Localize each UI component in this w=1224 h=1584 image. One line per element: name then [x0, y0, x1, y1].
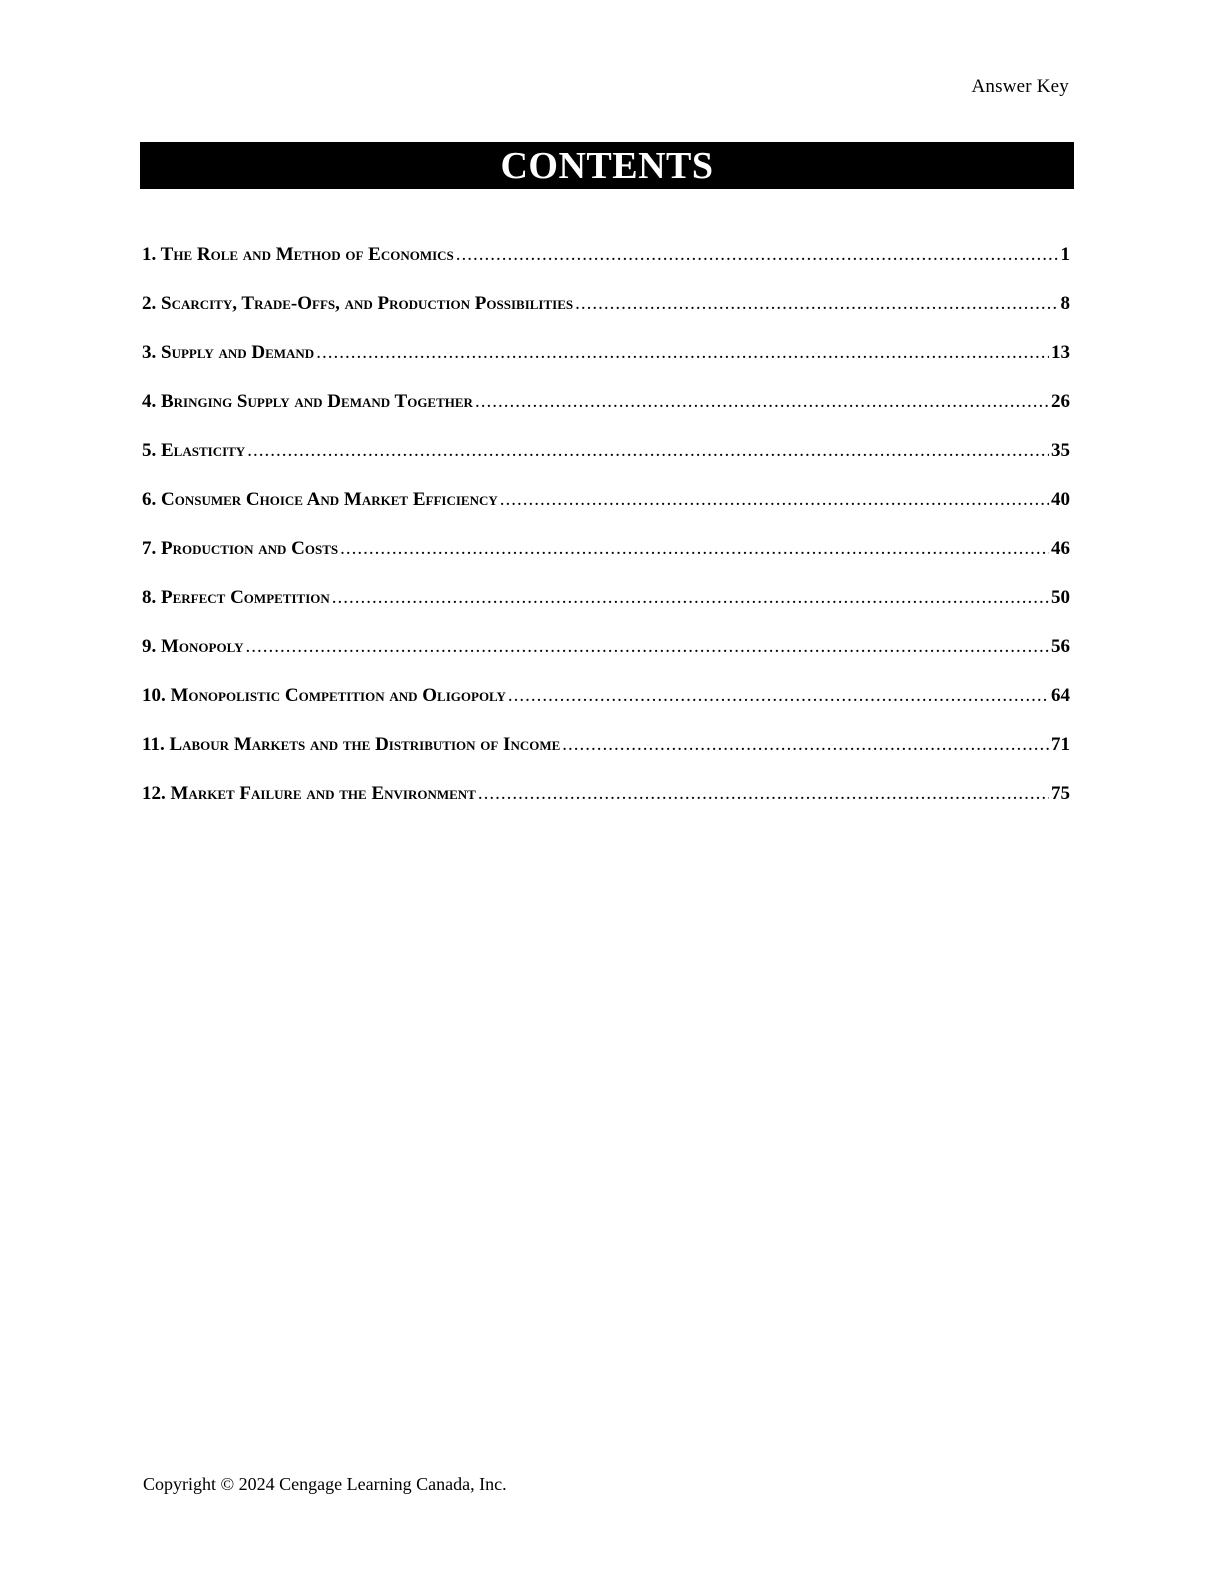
- running-header: Answer Key: [971, 76, 1069, 97]
- toc-entry-title: 3. Supply and Demand: [142, 342, 315, 363]
- toc-entry-title: 6. Consumer Choice And Market Efficiency: [142, 489, 498, 510]
- toc-entry-title: 11. Labour Markets and the Distribution of Income: [142, 734, 561, 755]
- page-title: CONTENTS: [500, 144, 714, 187]
- toc-entry-title: 9. Monopoly: [142, 636, 244, 657]
- toc-dot-leader: [500, 489, 1049, 511]
- toc-entry-page: 13: [1051, 342, 1070, 363]
- toc-dot-leader: [478, 783, 1049, 805]
- toc-entry-title: 2. Scarcity, Trade-Offs, and Production Possibilities: [142, 293, 574, 314]
- toc-entry[interactable]: [142, 587, 1070, 636]
- toc-entry[interactable]: [142, 685, 1070, 734]
- toc-entry-page: 1: [1060, 244, 1070, 265]
- toc-entry-page: 46: [1051, 538, 1070, 559]
- toc-entry-page: 40: [1051, 489, 1070, 510]
- toc-entry-page: 71: [1051, 734, 1070, 755]
- toc-dot-leader: [332, 587, 1049, 609]
- toc-entry[interactable]: [142, 342, 1070, 391]
- toc-dot-leader: [316, 342, 1049, 364]
- toc-entry-title: 4. Bringing Supply and Demand Together: [142, 391, 473, 412]
- toc-dot-leader: [245, 636, 1049, 658]
- toc-entry[interactable]: [142, 538, 1070, 587]
- toc-dot-leader: [562, 734, 1049, 756]
- toc-dot-leader: [508, 685, 1049, 707]
- toc-entry[interactable]: [142, 489, 1070, 538]
- toc-dot-leader: [575, 293, 1058, 315]
- toc-entry-title: 8. Perfect Competition: [142, 587, 330, 608]
- toc-entry-page: 64: [1051, 685, 1070, 706]
- toc-entry-page: 50: [1051, 587, 1070, 608]
- toc-entry[interactable]: [142, 440, 1070, 489]
- toc-entry-title: 7. Production and Costs: [142, 538, 339, 559]
- toc-entry-page: 26: [1051, 391, 1070, 412]
- toc-entry[interactable]: [142, 293, 1070, 342]
- toc-entry[interactable]: [142, 734, 1070, 783]
- toc-entry-page: 56: [1051, 636, 1070, 657]
- toc-entry-title: 10. Monopolistic Competition and Oligopoly: [142, 685, 506, 706]
- toc-entry-title: 1. The Role and Method of Economics: [142, 244, 454, 265]
- table-of-contents: [142, 244, 1070, 832]
- copyright-footer: Copyright © 2024 Cengage Learning Canada, Inc.: [143, 1474, 507, 1494]
- toc-entry-title: 5. Elasticity: [142, 440, 246, 461]
- toc-entry[interactable]: [142, 391, 1070, 440]
- toc-entry[interactable]: [142, 783, 1070, 832]
- toc-entry-title: 12. Market Failure and the Environment: [142, 783, 476, 804]
- toc-dot-leader: [475, 391, 1049, 413]
- toc-dot-leader: [247, 440, 1049, 462]
- toc-dot-leader: [456, 244, 1059, 266]
- toc-entry[interactable]: [142, 244, 1070, 293]
- contents-title-bar: [140, 142, 1074, 189]
- toc-dot-leader: [340, 538, 1049, 560]
- toc-entry-page: 35: [1051, 440, 1070, 461]
- toc-entry-page: 8: [1060, 293, 1070, 314]
- toc-entry[interactable]: [142, 636, 1070, 685]
- toc-entry-page: 75: [1051, 783, 1070, 804]
